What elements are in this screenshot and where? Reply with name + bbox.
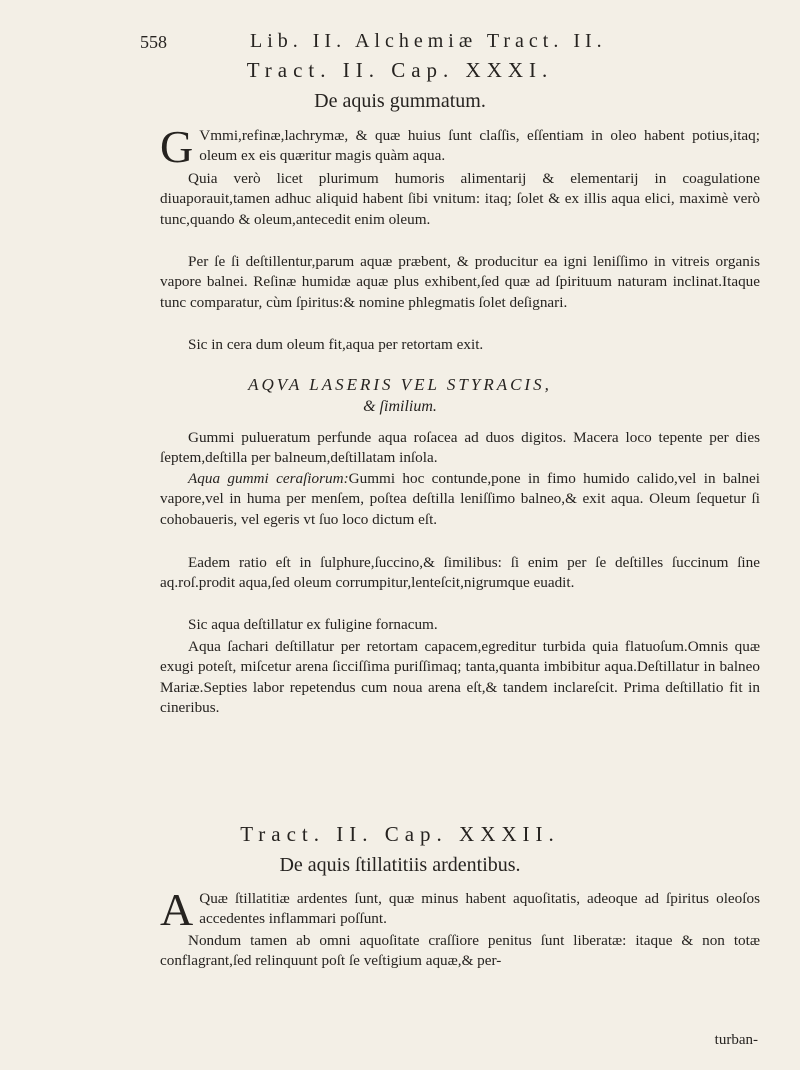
chapter-title: De aquis ſtillatitiis ardentibus. xyxy=(279,854,521,876)
paragraph: Nondum tamen ab omni aquoſitate craſſiore penitus ſunt liberatæ: itaque & non totæ conflagrant,ſed relinquunt poſt ſe veſtigium aquæ,& per- xyxy=(160,932,760,970)
chapter-heading: Tract. II. Cap. XXXI. xyxy=(246,58,554,82)
paragraph xyxy=(160,121,760,172)
paragraph-lead: Aqua gummi ceraſiorum: xyxy=(188,470,349,487)
recipe-subheading: & ſimilium. xyxy=(363,398,437,415)
paragraph xyxy=(160,469,760,530)
paragraph-text: Quæ ſtillatitiæ ardentes ſunt, quæ minus habent aquoſitatis, adeoque ad ſpiritus oleoſos accedentes inflammari poſſunt. xyxy=(199,890,760,928)
paragraph: Per ſe ſi deſtillentur,parum aquæ præbent, & producitur ea igni leniſſimo in vitreis organis vapore balnei. Reſinæ humidæ aquæ plus exhibent,ſed quæ ad ſpirituum naturam inclinat.Itaque tunc comparatur, cùm ſpiritus:& nomine phlegmatis ſolet deſignari. xyxy=(160,253,760,311)
paragraph: Sic aqua deſtillatur ex fuligine fornacum. xyxy=(188,616,438,633)
drop-cap: G xyxy=(160,121,194,172)
paragraph xyxy=(160,884,760,935)
recipe-heading: AQVA LASERIS VEL STYRACIS, xyxy=(248,375,552,394)
running-title: Lib. II. Alchemiæ Tract. II. xyxy=(250,30,607,52)
catchword: turban- xyxy=(714,1032,758,1048)
page-number: 558 xyxy=(140,32,167,52)
chapter-heading: Tract. II. Cap. XXXII. xyxy=(240,822,560,846)
paragraph: Aqua ſachari deſtillatur per retortam capacem,egreditur turbida quia flatuoſum.Omnis quæ exugi poteſt, miſcetur arena ſicciſſima puriſſimaq; tanta,quanta imbibitur aqua.Deſtillatur in balneo Mariæ.Septies labor repetendus cum noua arena eſt,& tandem inclareſcit. Prima deſtillatio fit in cineribus. xyxy=(160,638,760,717)
paragraph: Gummi pulueratum perfunde aqua roſacea ad duos digitos. Macera loco tepente per dies ſeptem,deſtilla per balneum,deſtillatam inſola. xyxy=(160,429,760,467)
paragraph: Eadem ratio eſt in ſulphure,ſuccino,& ſimilibus: ſi enim per ſe deſtilles ſuccinum ſine aq.roſ.prodit aqua,ſed oleum corrumpitur,lenteſcit,nigrumque euadit. xyxy=(160,554,760,592)
paragraph-text: Vmmi,refinæ,lachrymæ, & quæ huius ſunt claſſis, eſſentiam in oleo habent potius,itaq; oleum ex eis quæritur magis quàm aqua. xyxy=(199,127,760,165)
paragraph: Sic in cera dum oleum fit,aqua per retortam exit. xyxy=(188,336,484,353)
paragraph: Quia verò licet plurimum humoris alimentarij & elementarij in coagulatione diuaporauit,tamen adhuc aliquid habent ſibi vnitum: itaq; ſolet & ex illis aqua elici, maximè verò tunc,quando & oleum,antecedit enim oleum. xyxy=(160,170,760,228)
chapter-title: De aquis gummatum. xyxy=(314,90,486,112)
drop-cap: A xyxy=(160,884,194,935)
paragraph-text: Gummi hoc contunde,pone in fimo humido calido,vel in balnei vapore,vel in huma per menſem, poſtea deſtilla leniſſimo balneo,& exit aqua. Oleum ſequetur ſi cohobaueris, vel egeris vt ſuo loco dictum eſt. xyxy=(160,470,760,528)
